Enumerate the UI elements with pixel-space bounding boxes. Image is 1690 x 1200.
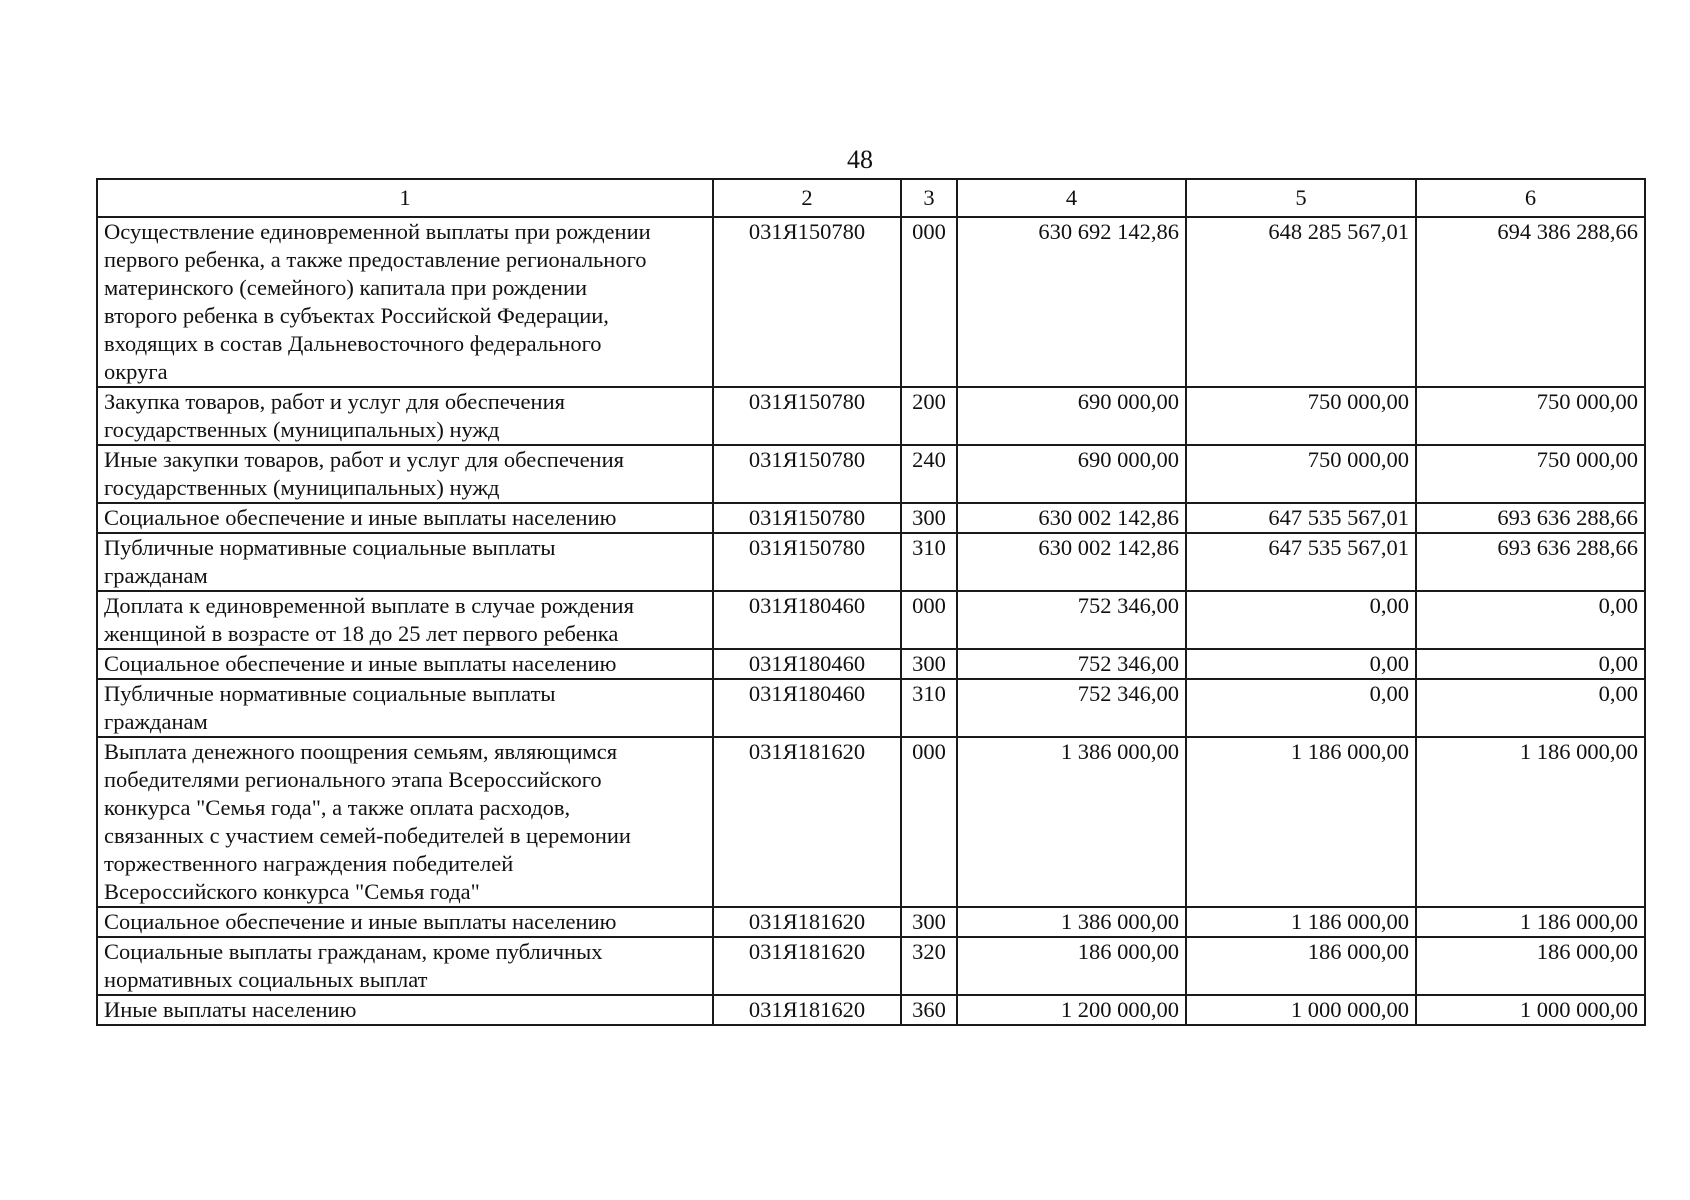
row-amount-cell-5: 186 000,00 [1186,937,1416,995]
row-name-line: второго ребенка в субъектах Российской Федерации, [104,303,609,328]
row-amount-cell-4: 630 002 142,86 [957,503,1186,533]
row-name-line: входящих в состав Дальневосточного федерального [104,331,602,356]
row-amount-cell-5: 0,00 [1186,679,1416,737]
row-expense-type-cell: 310 [901,679,957,737]
row-name-line: Социальное обеспечение и иные выплаты населению [104,505,617,530]
row-amount-cell-4: 630 692 142,86 [957,217,1186,387]
row-amount-cell-6: 0,00 [1416,649,1645,679]
row-name-cell [97,387,713,445]
row-code-cell: 031Я181620 [713,937,901,995]
table-row [97,649,1645,679]
row-name-line: Социальное обеспечение и иные выплаты населению [104,909,617,934]
row-amount-cell-4: 1 386 000,00 [957,907,1186,937]
row-name-cell [97,445,713,503]
row-amount-cell-5: 1 186 000,00 [1186,737,1416,907]
row-expense-type-cell: 300 [901,907,957,937]
row-code-cell: 031Я181620 [713,907,901,937]
table-header [97,179,1645,217]
row-amount-cell-5: 647 535 567,01 [1186,533,1416,591]
row-amount-cell-4: 690 000,00 [957,387,1186,445]
row-name-line: Осуществление единовременной выплаты при рождении [104,219,651,244]
row-expense-type-cell: 200 [901,387,957,445]
row-name-line: округа [104,359,168,384]
row-code-cell: 031Я181620 [713,995,901,1025]
row-amount-cell-4: 1 386 000,00 [957,737,1186,907]
table-row [97,217,1645,387]
row-expense-type-cell: 000 [901,217,957,387]
table-row [97,937,1645,995]
row-amount-cell-5: 1 000 000,00 [1186,995,1416,1025]
table-row [97,907,1645,937]
table-row [97,533,1645,591]
row-expense-type-cell: 310 [901,533,957,591]
row-code-cell: 031Я150780 [713,217,901,387]
row-amount-cell-5: 0,00 [1186,649,1416,679]
row-amount-cell-5: 647 535 567,01 [1186,503,1416,533]
row-code-cell: 031Я180460 [713,679,901,737]
row-expense-type-cell: 360 [901,995,957,1025]
row-name-line: государственных (муниципальных) нужд [104,475,500,500]
row-code-cell: 031Я150780 [713,445,901,503]
row-name-line: гражданам [104,709,208,734]
row-name-line: первого ребенка, а также предоставление регионального [104,247,647,272]
column-header-3: 3 [901,179,957,217]
row-name-cell [97,533,713,591]
row-name-line: победителями регионального этапа Всероссийского [104,767,602,792]
row-amount-cell-6: 1 186 000,00 [1416,737,1645,907]
row-name-line: женщиной в возрасте от 18 до 25 лет первого ребенка [104,621,619,646]
row-amount-cell-5: 750 000,00 [1186,387,1416,445]
row-expense-type-cell: 320 [901,937,957,995]
row-amount-cell-6: 750 000,00 [1416,445,1645,503]
page-number: 48 [847,145,873,174]
row-code-cell: 031Я181620 [713,737,901,907]
row-name-line: Социальное обеспечение и иные выплаты населению [104,651,617,676]
row-amount-cell-5: 0,00 [1186,591,1416,649]
row-name-line: торжественного награждения победителей [104,851,514,876]
table-row [97,679,1645,737]
row-name-cell [97,737,713,907]
row-name-cell [97,503,713,533]
row-name-line: Всероссийского конкурса "Семья года" [104,879,480,904]
column-header-6: 6 [1416,179,1645,217]
row-expense-type-cell: 240 [901,445,957,503]
row-name-cell [97,679,713,737]
table-row [97,737,1645,907]
column-header-2: 2 [713,179,901,217]
table-row [97,995,1645,1025]
row-name-cell [97,995,713,1025]
row-amount-cell-6: 186 000,00 [1416,937,1645,995]
row-amount-cell-4: 752 346,00 [957,591,1186,649]
row-name-cell [97,907,713,937]
row-name-line: Публичные нормативные социальные выплаты [104,535,556,560]
row-amount-cell-5: 648 285 567,01 [1186,217,1416,387]
row-amount-cell-4: 752 346,00 [957,649,1186,679]
row-name-line: материнского (семейного) капитала при рождении [104,275,588,300]
row-expense-type-cell: 000 [901,591,957,649]
table-body [97,217,1645,1025]
row-name-line: Иные выплаты населению [104,997,357,1022]
column-header-1: 1 [97,179,713,217]
row-amount-cell-4: 690 000,00 [957,445,1186,503]
row-amount-cell-6: 0,00 [1416,679,1645,737]
row-amount-cell-6: 750 000,00 [1416,387,1645,445]
row-amount-cell-4: 1 200 000,00 [957,995,1186,1025]
row-name-cell [97,937,713,995]
row-amount-cell-6: 1 186 000,00 [1416,907,1645,937]
row-code-cell: 031Я150780 [713,503,901,533]
row-code-cell: 031Я150780 [713,387,901,445]
header-row [97,179,1645,217]
row-name-line: Доплата к единовременной выплате в случае рождения [104,593,634,618]
table-row [97,591,1645,649]
row-expense-type-cell: 000 [901,737,957,907]
table-row [97,387,1645,445]
row-amount-cell-6: 693 636 288,66 [1416,503,1645,533]
row-amount-cell-6: 0,00 [1416,591,1645,649]
row-amount-cell-5: 750 000,00 [1186,445,1416,503]
row-name-line: нормативных социальных выплат [104,967,428,992]
row-name-line: Выплата денежного поощрения семьям, являющимся [104,739,618,764]
row-amount-cell-6: 1 000 000,00 [1416,995,1645,1025]
row-amount-cell-4: 630 002 142,86 [957,533,1186,591]
row-amount-cell-6: 694 386 288,66 [1416,217,1645,387]
row-name-line: гражданам [104,563,208,588]
table-row [97,445,1645,503]
budget-table [96,178,1646,1026]
row-amount-cell-6: 693 636 288,66 [1416,533,1645,591]
row-amount-cell-4: 752 346,00 [957,679,1186,737]
row-name-line: связанных с участием семей-победителей в церемонии [104,823,631,848]
row-amount-cell-5: 1 186 000,00 [1186,907,1416,937]
row-amount-cell-4: 186 000,00 [957,937,1186,995]
row-name-cell [97,217,713,387]
row-expense-type-cell: 300 [901,503,957,533]
row-expense-type-cell: 300 [901,649,957,679]
row-name-line: Социальные выплаты гражданам, кроме публичных [104,939,603,964]
row-name-line: Иные закупки товаров, работ и услуг для обеспечения [104,447,624,472]
row-name-line: государственных (муниципальных) нужд [104,417,500,442]
row-name-cell [97,649,713,679]
column-header-4: 4 [957,179,1186,217]
row-code-cell: 031Я180460 [713,591,901,649]
row-name-line: Публичные нормативные социальные выплаты [104,681,556,706]
row-code-cell: 031Я150780 [713,533,901,591]
column-header-5: 5 [1186,179,1416,217]
row-name-cell [97,591,713,649]
row-code-cell: 031Я180460 [713,649,901,679]
row-name-line: конкурса "Семья года", а также оплата расходов, [104,795,571,820]
row-name-line: Закупка товаров, работ и услуг для обеспечения [104,389,565,414]
table-row [97,503,1645,533]
